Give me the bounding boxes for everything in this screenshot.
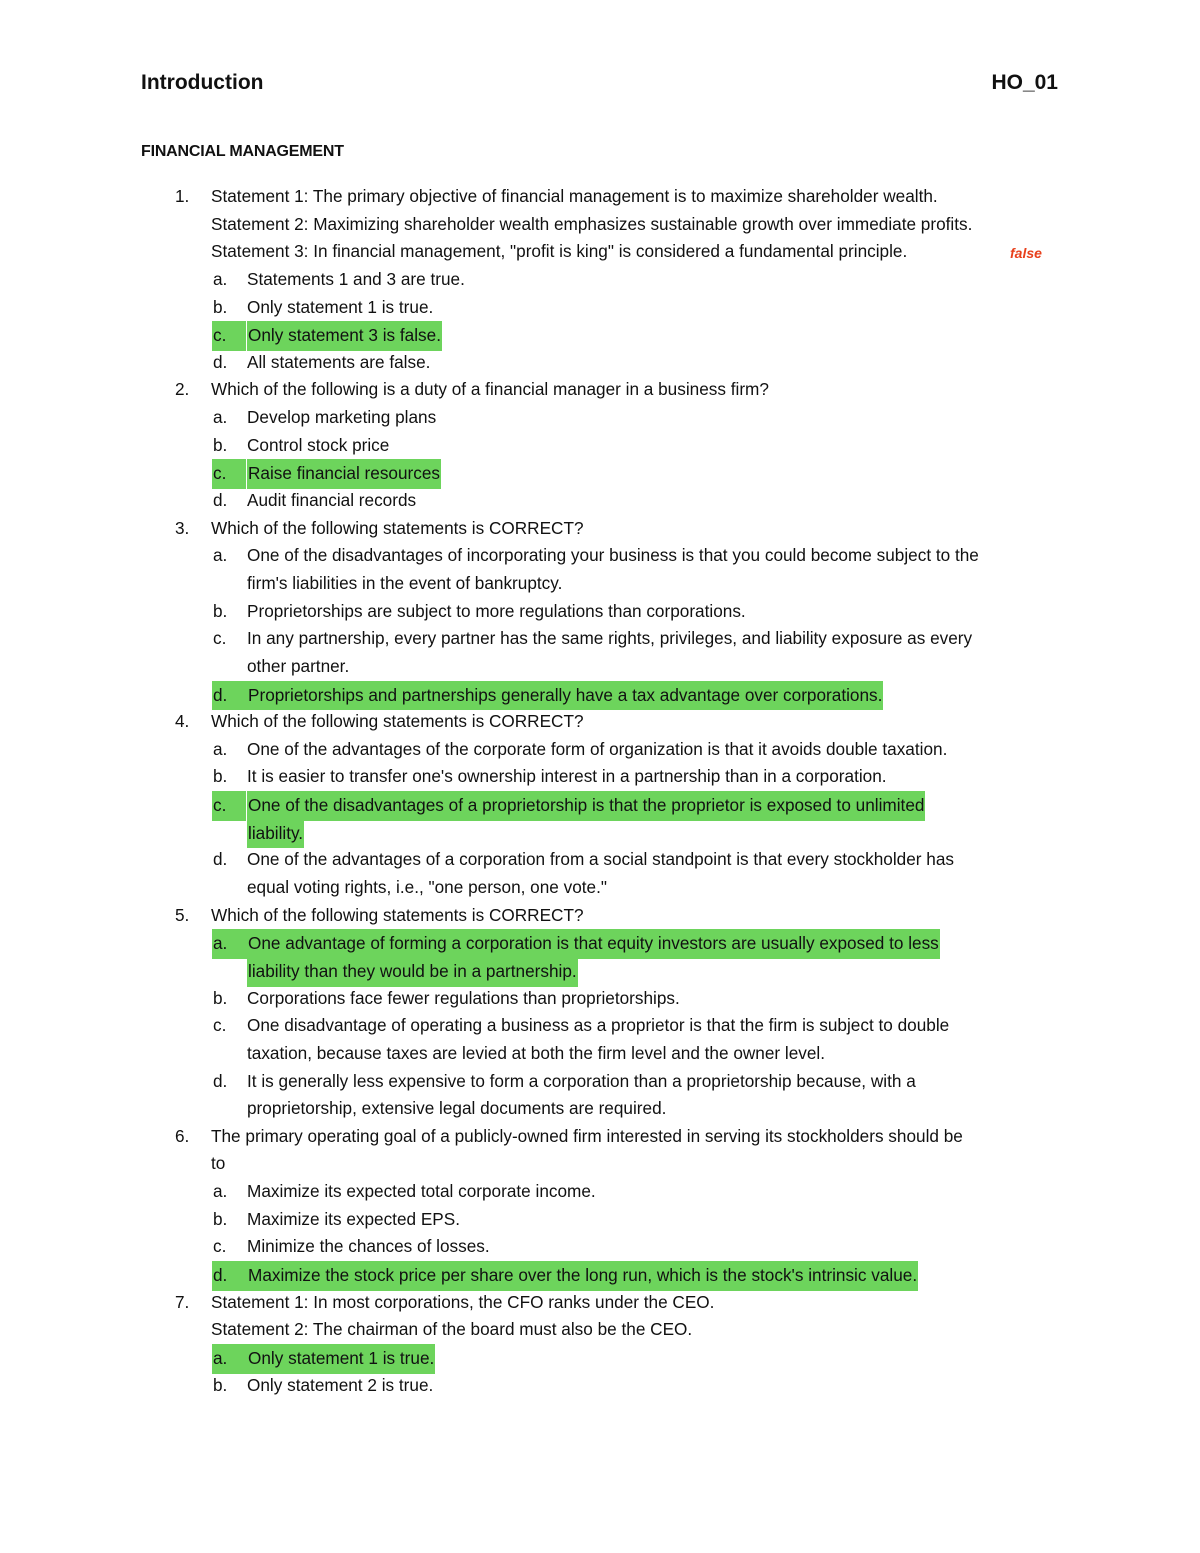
question-list (141, 183, 1061, 1399)
answer-option-line (141, 846, 1061, 874)
option-text: Only statement 2 is true. (247, 1374, 434, 1395)
highlighted-answer-text: Maximize the stock price per share over the long run, which is the stock's intrinsic value. (247, 1261, 918, 1291)
option-letter: c. (213, 1236, 227, 1257)
answer-option-line (141, 598, 1061, 626)
option-letter: b. (213, 1208, 228, 1229)
option-letter: d. (213, 490, 228, 511)
question-stem-line (141, 902, 1061, 930)
option-text: equal voting rights, i.e., "one person, one vote." (247, 877, 607, 898)
highlighted-answer-text: One of the disadvantages of a proprietorship is that the proprietor is exposed to unlimited (247, 791, 925, 821)
option-text: One of the disadvantages of incorporating your business is that you could become subject to the (247, 545, 979, 566)
option-letter: c. (213, 1015, 227, 1036)
option-text: Minimize the chances of losses. (247, 1236, 490, 1257)
question-stem-line (141, 1289, 1061, 1317)
option-text: Only statement 1 is true. (247, 296, 434, 317)
question-text: Statement 1: In most corporations, the CFO ranks under the CEO. (211, 1291, 715, 1312)
answer-option-line (141, 1095, 1061, 1123)
question-text: Which of the following is a duty of a financial manager in a business firm? (211, 379, 769, 400)
option-letter: d. (213, 849, 228, 870)
option-text: Maximize its expected total corporate income. (247, 1181, 596, 1202)
answer-option-line (141, 294, 1061, 322)
question-text: Statement 1: The primary objective of financial management is to maximize shareholder wealth. (211, 186, 938, 206)
correct-answer-line (141, 1344, 1061, 1372)
option-letter: b. (213, 766, 228, 787)
answer-option-line (141, 1372, 1061, 1400)
option-text: Statements 1 and 3 are true. (247, 268, 465, 289)
correct-answer-line (141, 1261, 1061, 1289)
header-title: Introduction (141, 71, 264, 94)
question-number: 3. (175, 517, 190, 538)
question-stem-line (141, 183, 1061, 211)
question-number: 4. (175, 711, 190, 732)
option-letter: d. (213, 351, 228, 372)
highlighted-answer-text: Proprietorships and partnerships generally have a tax advantage over corporations. (247, 681, 883, 711)
option-text: One disadvantage of operating a business as a proprietor is that the firm is subject to double (247, 1015, 950, 1036)
option-text: It is generally less expensive to form a corporation than a proprietorship because, with a (247, 1070, 916, 1091)
question-stem-line (141, 1316, 1061, 1344)
option-letter: d. (212, 681, 247, 711)
highlighted-answer-text: Only statement 1 is true. (247, 1344, 435, 1374)
answer-option-line (141, 1040, 1061, 1068)
option-letter: d. (212, 1261, 247, 1291)
answer-option-line (141, 985, 1061, 1013)
handout-code: HO_01 (991, 71, 1058, 94)
highlighted-answer-text: One advantage of forming a corporation is that equity investors are usually exposed to less (247, 929, 940, 959)
question-text: Statement 2: The chairman of the board must also be the CEO. (211, 1319, 693, 1340)
question-stem-line (141, 515, 1061, 543)
option-letter: a. (213, 407, 228, 428)
question-text: Statement 3: In financial management, "profit is king" is considered a fundamental principle. (211, 241, 908, 262)
option-text: One of the advantages of the corporate form of organization is that it avoids double taxation. (247, 738, 948, 759)
question-number: 2. (175, 379, 190, 400)
answer-option-line (141, 736, 1061, 764)
highlighted-answer-text: liability. (247, 819, 304, 849)
answer-option-line (141, 1012, 1061, 1040)
correct-answer-line (141, 791, 1061, 819)
answer-option-line (141, 625, 1061, 653)
correct-answer-line (141, 321, 1061, 349)
option-text: It is easier to transfer one's ownership interest in a partnership than in a corporation. (247, 766, 887, 787)
option-letter: b. (213, 434, 228, 455)
question-number: 7. (175, 1291, 190, 1312)
option-letter: b. (213, 600, 228, 621)
option-text: firm's liabilities in the event of bankruptcy. (247, 572, 563, 593)
option-text: One of the advantages of a corporation from a social standpoint is that every stockholder has (247, 849, 955, 870)
correct-answer-line (141, 459, 1061, 487)
question-text: The primary operating goal of a publicly-owned firm interested in serving its stockholders should be (211, 1125, 963, 1146)
option-text: In any partnership, every partner has the same rights, privileges, and liability exposure as every (247, 628, 973, 649)
option-text: proprietorship, extensive legal documents are required. (247, 1098, 667, 1119)
option-letter: c. (212, 321, 246, 351)
question-number: 5. (175, 904, 190, 925)
highlighted-answer-text: Only statement 3 is false. (247, 321, 442, 351)
option-text: Proprietorships are subject to more regulations than corporations. (247, 600, 746, 621)
option-letter: b. (213, 987, 228, 1008)
correct-answer-line (141, 957, 1061, 985)
highlighted-answer-text: liability than they would be in a partnership. (247, 957, 578, 987)
option-letter: a. (212, 1344, 247, 1374)
answer-option-line (141, 763, 1061, 791)
option-text: Maximize its expected EPS. (247, 1208, 461, 1229)
question-stem-line (141, 708, 1061, 736)
answer-option-line (141, 1206, 1061, 1234)
question-number: 6. (175, 1125, 190, 1146)
answer-option-line (141, 432, 1061, 460)
question-stem-line (141, 238, 1061, 266)
option-text: Corporations face fewer regulations than proprietorships. (247, 987, 680, 1008)
answer-option-line (141, 487, 1061, 515)
answer-option-line (141, 404, 1061, 432)
correct-answer-line (141, 819, 1061, 847)
answer-option-line (141, 570, 1061, 598)
answer-option-line (141, 1068, 1061, 1096)
option-letter: a. (213, 1181, 228, 1202)
option-letter: a. (213, 738, 228, 759)
option-letter: c. (212, 791, 246, 821)
question-stem-line (141, 1123, 1061, 1151)
answer-option-line (141, 542, 1061, 570)
answer-option-line (141, 1178, 1061, 1206)
question-text: Which of the following statements is CORRECT? (211, 517, 584, 538)
option-text: other partner. (247, 655, 350, 676)
answer-option-line (141, 874, 1061, 902)
option-text: Develop marketing plans (247, 407, 437, 428)
question-text: Which of the following statements is CORRECT? (211, 904, 584, 925)
option-letter: b. (213, 1374, 228, 1395)
question-number: 1. (175, 186, 190, 206)
answer-option-line (141, 653, 1061, 681)
question-text: to (211, 1153, 226, 1174)
option-letter: b. (213, 296, 228, 317)
correct-answer-line (141, 929, 1061, 957)
option-letter: a. (212, 929, 247, 959)
option-letter: a. (213, 268, 228, 289)
section-title: FINANCIAL MANAGEMENT (141, 143, 344, 160)
question-text: Statement 2: Maximizing shareholder wealth emphasizes sustainable growth over immediate profits. (211, 213, 973, 234)
question-stem-line (141, 211, 1061, 239)
option-letter: c. (213, 628, 227, 649)
question-text: Which of the following statements is CORRECT? (211, 711, 584, 732)
answer-option-line (141, 266, 1061, 294)
option-text: Audit financial records (247, 490, 417, 511)
option-text: taxation, because taxes are levied at both the firm level and the owner level. (247, 1042, 826, 1063)
option-letter: c. (212, 459, 246, 489)
handwritten-note-false: false (1010, 245, 1042, 262)
correct-answer-line (141, 681, 1061, 709)
highlighted-answer-text: Raise financial resources (247, 459, 441, 489)
option-letter: a. (213, 545, 228, 566)
option-text: All statements are false. (247, 351, 431, 372)
answer-option-line (141, 1233, 1061, 1261)
option-text: Control stock price (247, 434, 390, 455)
option-letter: d. (213, 1070, 228, 1091)
question-stem-line (141, 376, 1061, 404)
question-stem-line (141, 1150, 1061, 1178)
answer-option-line (141, 349, 1061, 377)
